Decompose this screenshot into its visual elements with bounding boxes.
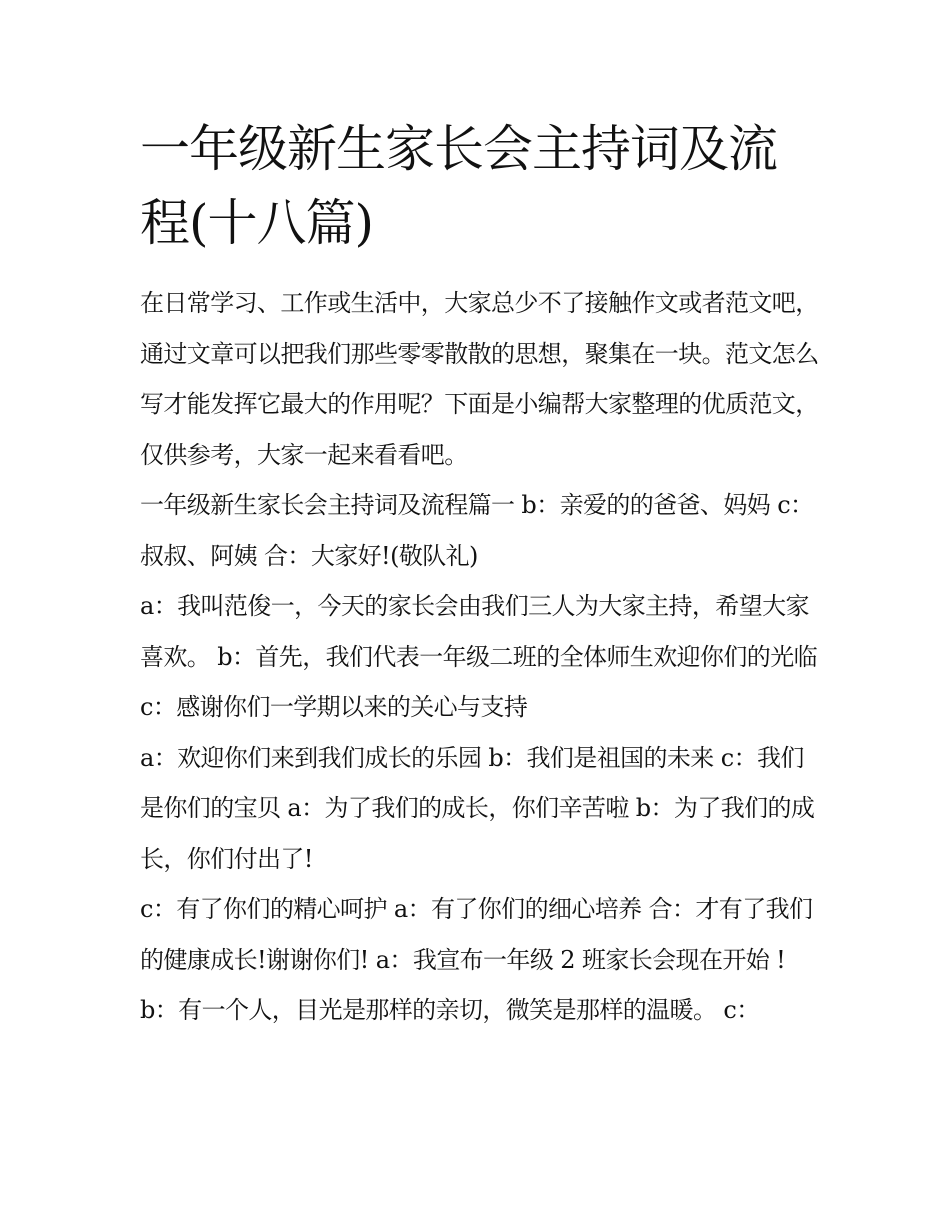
paragraph-continuation: b：有一个人，目光是那样的亲切，微笑是那样的温暖。 c：: [140, 996, 760, 1024]
paragraph-greeting: 一年级新生家长会主持词及流程篇一 b：亲爱的的爸爸、妈妈 c：叔叔、阿姨 合：大家好!(敬队礼): [140, 491, 814, 570]
paragraph-intro: 在日常学习、工作或生活中，大家总少不了接触作文或者范文吧，通过文章可以把我们那些零零散散的思想，聚集在一块。范文怎么写才能发挥它最大的作用呢？下面是小编帮大家整理的优质范文，仅供参考，大家一起来看看吧。: [140, 289, 819, 469]
paragraph-introduction: a：我叫范俊一，今天的家长会由我们三人为大家主持，希望大家喜欢。 b：首先，我们代表一年级二班的全体师生欢迎你们的光临 c：感谢你们一学期以来的关心与支持: [140, 592, 817, 721]
document-title: 一年级新生家长会主持词及流程(十八篇): [140, 120, 777, 252]
document-body: [140, 278, 820, 1036]
paragraph-opening: c：有了你们的精心呵护 a：有了你们的细心培养 合：才有了我们的健康成长!谢谢你们! a：我宣布一年级 2 班家长会现在开始 !: [140, 895, 813, 974]
paragraph-welcome: a：欢迎你们来到我们成长的乐园 b：我们是祖国的未来 c：我们是你们的宝贝 a：为了我们的成长，你们辛苦啦 b：为了我们的成长，你们付出了!: [140, 743, 815, 873]
